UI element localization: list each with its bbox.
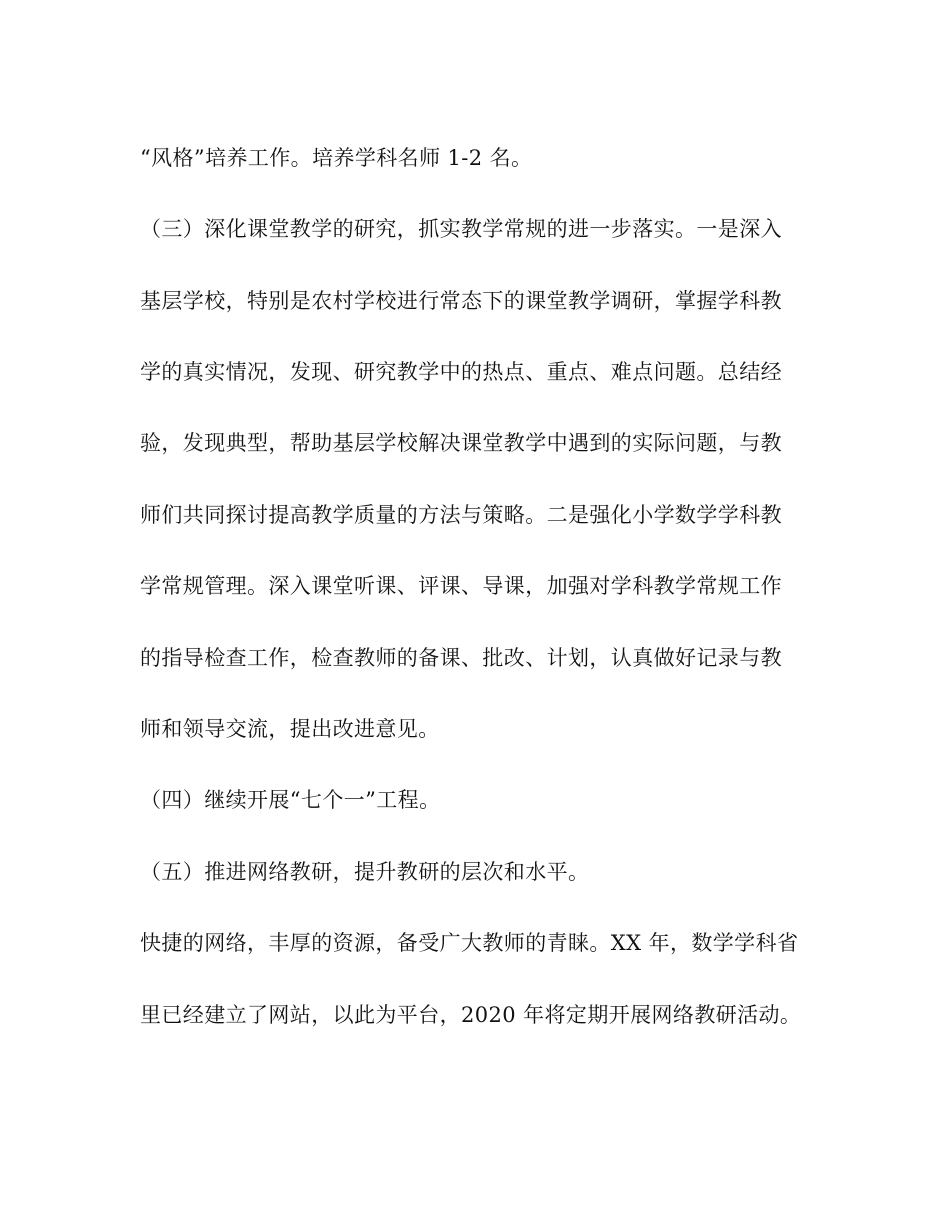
text-line: （三）深化课堂教学的研究，抓实教学常规的进一步落实。一是深入	[140, 217, 782, 241]
text-line: （四）继续开展“七个一”工程。	[140, 788, 441, 812]
text-line: 学常规管理。深入课堂听课、评课、导课，加强对学科教学常规工作	[140, 574, 782, 598]
text-line: 验，发现典型，帮助基层学校解决课堂教学中遇到的实际问题，与教	[140, 431, 782, 455]
text-line: “风格”培养工作。培养学科名师 1-2 名。	[140, 146, 533, 170]
text-line: 基层学校，特别是农村学校进行常态下的课堂教学调研，掌握学科教	[140, 289, 782, 313]
text-line: 的指导检查工作，检查教师的备课、批改、计划，认真做好记录与教	[140, 646, 782, 670]
text-line: 学的真实情况，发现、研究教学中的热点、重点、难点问题。总结经	[140, 360, 782, 384]
text-line: 里已经建立了网站，以此为平台，2020 年将定期开展网络教研活动。	[140, 1003, 802, 1027]
text-line: （五）推进网络教研，提升教研的层次和水平。	[140, 860, 590, 884]
text-line: 师和领导交流，提出改进意见。	[140, 717, 440, 741]
text-line: 师们共同探讨提高教学质量的方法与策略。二是强化小学数学学科教	[140, 503, 782, 527]
text-line: 快捷的网络，丰厚的资源，备受广大教师的青睐。XX 年，数学学科省	[140, 931, 799, 955]
